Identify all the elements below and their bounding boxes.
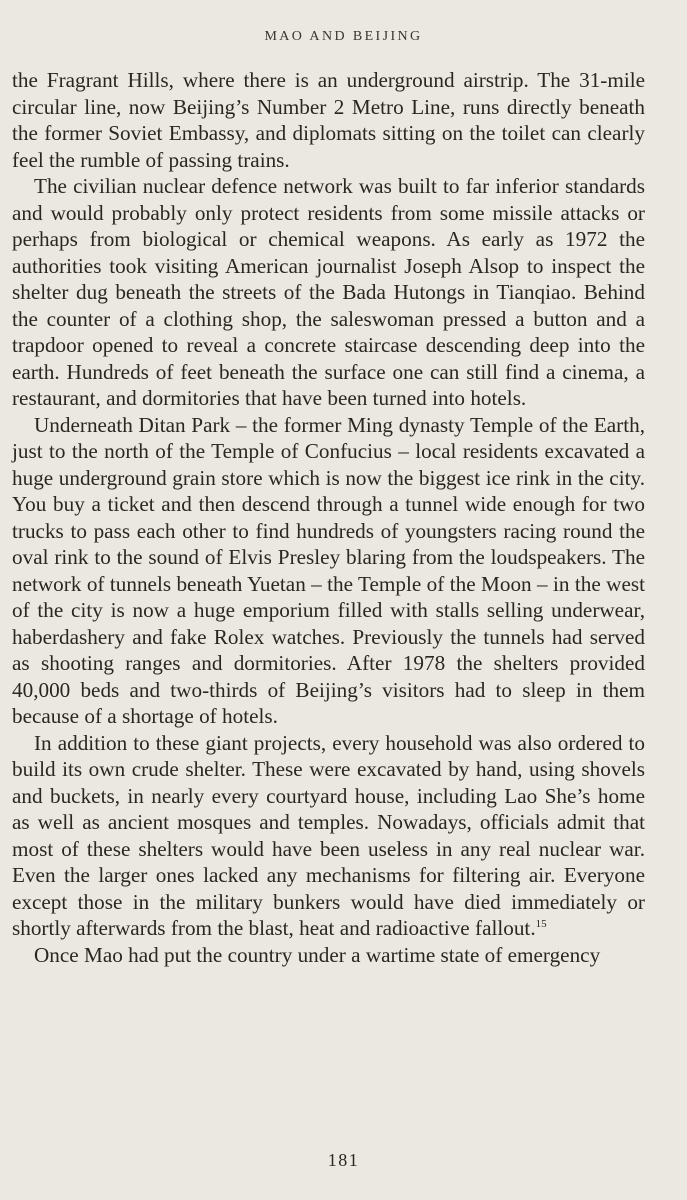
paragraph-5: Once Mao had put the country under a wartime state of emergency xyxy=(34,942,601,967)
paragraph-2: The civilian nuclear defence network was built to far inferior standards and would probably only protect residents from some missile attacks or perhaps from biological or chemical weapons. As early as 1972 the authorities took visiting American journalist Joseph Alsop to inspect the shelter dug beneath the streets of the Bada Hutongs in Tianqiao. Behind the counter of a clothing shop, the saleswoman pressed a button and a trapdoor opened to reveal a concrete staircase descending deep into the earth. Hundreds of feet beneath the surface one can still find a cinema, a restaurant, and dormitories that have been turned into hotels. xyxy=(12,174,645,410)
body-text xyxy=(12,67,645,968)
paragraph-4 xyxy=(12,730,645,942)
paragraph-4-text: In addition to these giant projects, every household was also ordered to build its own crude shelter. These were excavated by hand, using shovels and buckets, in nearly every courtyard house, including Lao She’s home as well as ancient mosques and temples. Nowadays, officials admit that most of these shelters would have been useless in any real nuclear war. Even the larger ones lacked any mechanisms for filtering air. Everyone except those in the military bunkers would have died immediately or shortly afterwards from the blast, heat and radioactive fallout. xyxy=(12,730,645,940)
paragraph-1: the Fragrant Hills, where there is an underground airstrip. The 31-mile circular line, now Beijing’s Number 2 Metro Line, runs directly beneath the former Soviet Embassy, and diplomats sitting on the toilet can clearly feel the rumble of passing trains. xyxy=(12,68,645,172)
running-head: MAO AND BEIJING xyxy=(264,29,423,44)
paragraph-3: Underneath Ditan Park – the former Ming dynasty Temple of the Earth, just to the north of the Temple of Confucius – local residents excavated a huge underground grain store which is now the biggest ice rink in the city. You buy a ticket and then descend through a tunnel wide enough for two trucks to pass each other to find hundreds of youngsters racing round the oval rink to the sound of Elvis Presley blaring from the loudspeakers. The network of tunnels beneath Yuetan – the Temple of the Moon – in the west of the city is now a huge emporium filled with stalls selling underwear, haberdashery and fake Rolex watches. Previously the tunnels had served as shooting ranges and dormitories. After 1978 the shelters provided 40,000 beds and two-thirds of Beijing’s visitors had to sleep in them because of a shortage of hotels. xyxy=(12,412,645,728)
page-number: 181 xyxy=(327,1150,360,1170)
footnote-reference[interactable]: 15 xyxy=(535,917,547,930)
